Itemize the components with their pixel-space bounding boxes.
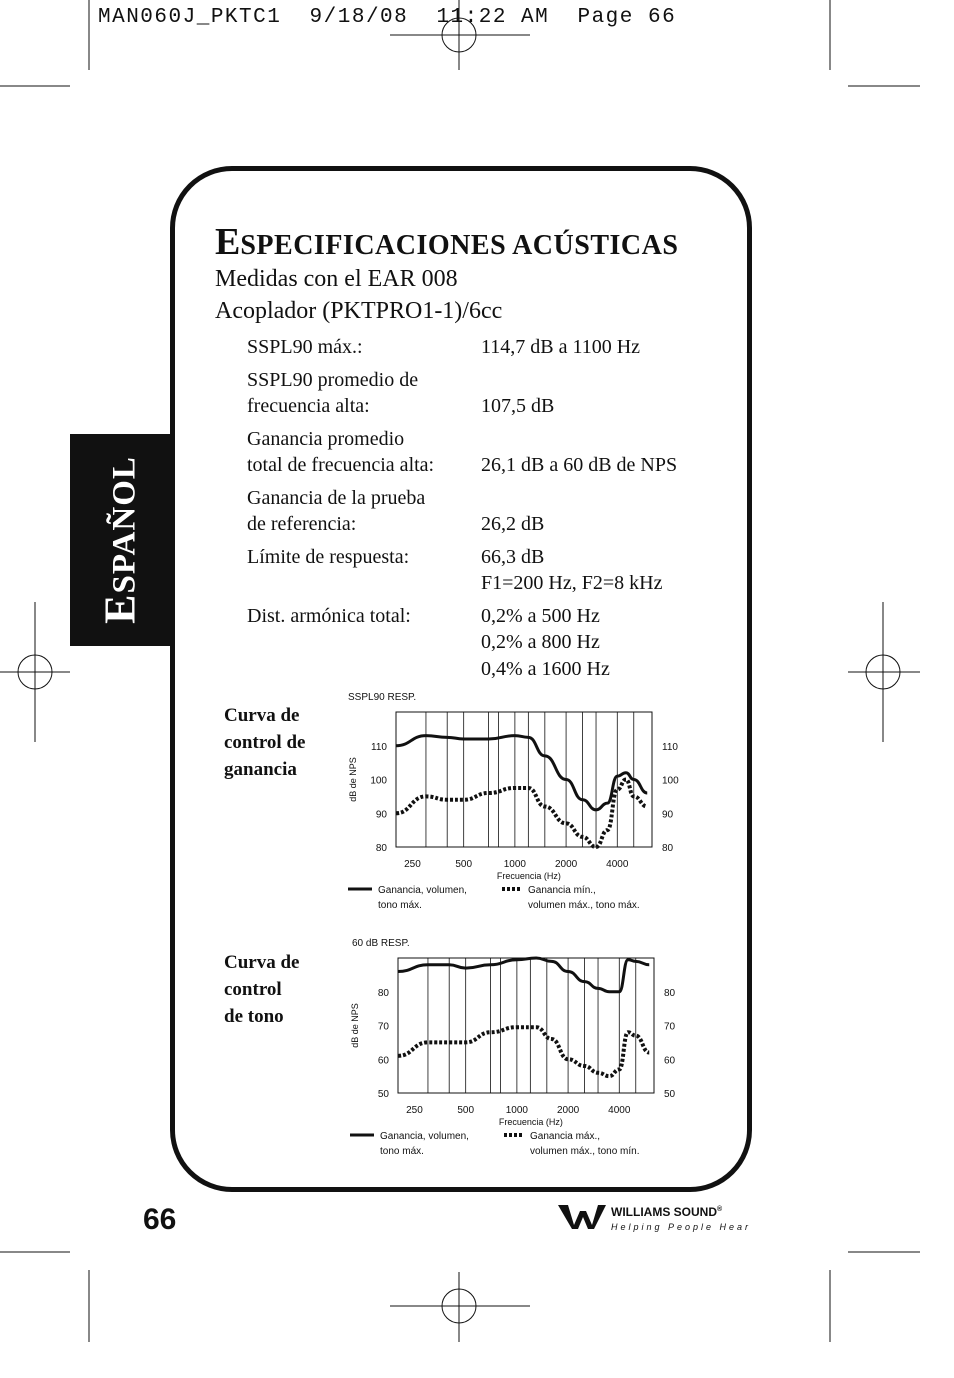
spec-value: 66,3 dB xyxy=(481,546,545,568)
page-title: ESPECIFICACIONES ACÚSTICAS xyxy=(215,221,679,263)
spec-value: 0,4% a 1600 Hz xyxy=(481,658,610,680)
y-tick-label-right: 70 xyxy=(664,1021,676,1033)
spec-label: de referencia: xyxy=(247,513,357,535)
y-tick-label-right: 110 xyxy=(662,741,678,753)
subtitle-line-2: Acoplador (PKTPRO1-1)/6cc xyxy=(215,298,503,324)
series-line-dotted xyxy=(398,1027,649,1076)
x-tick-label: 1000 xyxy=(503,859,527,870)
chart-title: 60 dB RESP. xyxy=(352,938,410,949)
y-tick-label-right: 100 xyxy=(662,775,679,787)
y-tick-label-left: 50 xyxy=(377,1089,389,1100)
legend-label: Ganancia mín., xyxy=(528,885,596,896)
series-line-solid xyxy=(398,958,649,992)
spec-label: Ganancia promedio xyxy=(247,428,405,450)
legend-label: volumen máx., tono máx. xyxy=(528,900,640,911)
spec-value: F1=200 Hz, F2=8 kHz xyxy=(481,572,663,594)
page-number: 66 xyxy=(143,1203,177,1236)
spec-value: 0,2% a 500 Hz xyxy=(481,605,600,627)
spec-value: 26,1 dB a 60 dB de NPS xyxy=(481,454,678,476)
y-tick-label-left: 110 xyxy=(371,741,387,753)
y-tick-label-right: 60 xyxy=(664,1055,676,1067)
y-tick-label-right: 80 xyxy=(664,987,676,999)
spec-label: Límite de respuesta: xyxy=(247,546,410,568)
spec-value: 0,2% a 800 Hz xyxy=(481,631,600,653)
x-tick-label: 4000 xyxy=(606,859,629,870)
legend-label: tono máx. xyxy=(380,1146,424,1157)
y-tick-label-left: 80 xyxy=(377,987,389,999)
x-tick-label: 2000 xyxy=(556,1105,580,1116)
x-tick-label: 250 xyxy=(404,859,421,870)
legend-label: tono máx. xyxy=(378,900,422,911)
y-tick-label-left: 100 xyxy=(370,775,387,787)
spec-label: SSPL90 máx.: xyxy=(247,336,363,358)
spec-label: total de frecuencia alta: xyxy=(247,454,435,476)
chart-heading-line: ganancia xyxy=(224,759,297,780)
y-axis-label: dB de NPS xyxy=(350,1003,360,1048)
y-tick-label-left: 60 xyxy=(377,1055,389,1067)
chart-heading-line: control xyxy=(224,979,282,1000)
spec-value: 107,5 dB xyxy=(481,395,555,417)
y-tick-label-left: 70 xyxy=(377,1021,389,1033)
y-tick-label-right: 50 xyxy=(664,1089,676,1100)
language-tab-label: ESPAÑOL xyxy=(95,456,145,624)
y-tick-label-right: 80 xyxy=(662,843,674,854)
legend-label: Ganancia, volumen, xyxy=(378,885,467,896)
x-tick-label: 1000 xyxy=(505,1105,529,1116)
chart-title: SSPL90 RESP. xyxy=(348,692,417,703)
chart-heading-line: Curva de xyxy=(224,705,300,726)
y-tick-label-left: 80 xyxy=(375,843,387,854)
subtitle-line-1: Medidas con el EAR 008 xyxy=(215,266,458,292)
x-axis-label: Frecuencia (Hz) xyxy=(498,1117,563,1127)
spec-label: frecuencia alta: xyxy=(247,395,370,417)
spec-label: Dist. armónica total: xyxy=(247,605,411,627)
chart-heading-line: Curva de xyxy=(224,952,300,973)
legend-label: volumen máx., tono mín. xyxy=(530,1146,640,1157)
spec-label: Ganancia de la prueba xyxy=(247,487,426,509)
legend-label: Ganancia máx., xyxy=(530,1131,601,1142)
brand-tagline: Helping People Hear xyxy=(611,1222,752,1232)
chart-heading-line: de tono xyxy=(224,1006,284,1027)
y-tick-label-left: 90 xyxy=(375,809,387,821)
x-tick-label: 500 xyxy=(457,1105,475,1116)
brand-name: WILLIAMS SOUND® xyxy=(611,1205,723,1219)
x-tick-label: 2000 xyxy=(554,859,578,870)
chart-heading-line: control de xyxy=(224,732,306,753)
y-tick-label-right: 90 xyxy=(662,809,674,821)
x-tick-label: 250 xyxy=(406,1105,423,1116)
print-slug: MAN060J_PKTC1 9/18/08 11:22 AM Page 66 xyxy=(98,6,677,29)
x-tick-label: 500 xyxy=(455,859,473,870)
legend-label: Ganancia, volumen, xyxy=(380,1131,469,1142)
williams-sound-logo-icon xyxy=(556,1203,608,1231)
spec-value: 26,2 dB xyxy=(481,513,545,535)
spec-value: 114,7 dB a 1100 Hz xyxy=(481,336,641,358)
x-axis-label: Frecuencia (Hz) xyxy=(496,871,561,881)
x-tick-label: 4000 xyxy=(608,1105,631,1116)
y-axis-label: dB de NPS xyxy=(348,757,358,802)
spec-label: SSPL90 promedio de xyxy=(247,369,419,391)
